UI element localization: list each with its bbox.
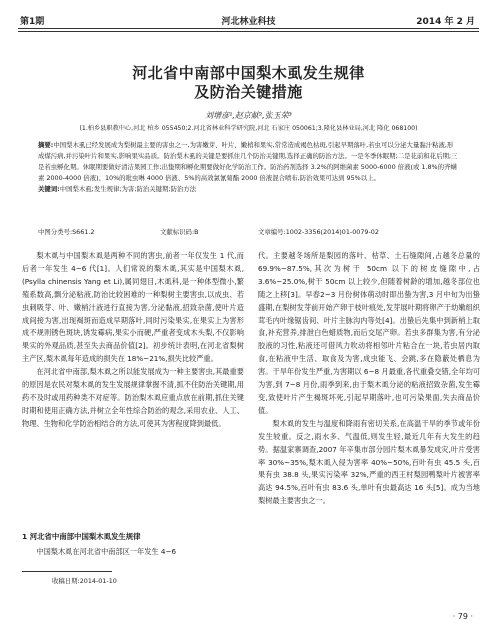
section-first-line: 中国梨木虱在河北省中南部区一年发生 4~6	[36, 547, 177, 556]
paragraph: 梨木虱与中国梨木虱是两种不同的害虫,前者一年仅发生 1 代,而后者一年发生 4~6 代[1]。人们常说的梨木虱,其实是中国梨木虱,(Psylla chinensis Yang et Li),属同翅目,木虱科,是一种体型微小,繁殖系数高,飘分泌粘液,防治比较困难的一种梨树主要害虫,以成虫、若虫刺吸芽、叶、嫩梢汁液进行直接为害,分泌黏液,招致杂菌,使叶片造成间接为害,出现褐斑而造成早期落叶,同时污染果实,在果实上为害形成不规则锈色斑块,诱发霉病,果实小而硬,严重者变成木头梨,不仅影响果实的外观品质,甚至失去商品价值[2]。初步统计表明,在河北省梨树主产区,梨木虱每年造成的损失在 18%~21%,损失比较严重。	[22, 251, 244, 364]
paragraph: 梨木虱的发生与温度和降雨有密切关系,在高温干旱的季节或年份发生较重。反之,雨水多、气温低,则发生轻,最近几年有大发生的趋势。据温家寨调查,2007 年辛集市部分园片梨木虱暴发成灾,叶片受害率 30%~35%,梨木虱入侵为害率 40%~50%,百叶有虫 45.5 头,百果有虫 38.8 头,果实污染率 32%,严重的西王村梨园鸭梨叶片被害率高达 94.5%,百叶有虫 83.6 头,单叶有虫最高达 16 头[5]。成为当地梨树最主要害虫之一。	[258, 418, 480, 506]
affiliations: (1.柏乡县职教中心,河北 柏乡 055450;2.河北省林业科学研究院,河北 石家庄 050061;3.隆化县林业局,河北 隆化 068100)	[79, 125, 418, 132]
received-date: 收稿日期:2014-01-10	[52, 577, 117, 585]
keywords: 中国梨木虱;发生规律;为害;防治关键期;防治方法	[59, 185, 197, 193]
running-header	[0, 0, 497, 30]
abstract-text: 中国梨木虱已经发展成为梨树最主要的害虫之一,为害嫩芽、叶片、嫩梢和果实,常常造成褐色枯斑,引起早期落叶,若虫可以分泌大量黏汁粘液,形成煤污病,并污染叶片和果实,影响果实品质。防治梨木虱的关键是要抓住几个防治关键期,选择正确的防治方法。一是冬季休眠期;二是花前和花后期;三是若虫孵化期。休眠期要做好清洁果园工作;出蛰期和孵化期要做好化学防治工作。防治药剂选择 3.2%的阿维菌素 5000-6000 倍液(或 1.8%的齐螨素 2000-4000 倍液)、10%的吡虫啉 4000 倍液、5%的高效氯氰菊酯 2000 倍液混合喷布,防治效果可达到 95%以上。	[38, 141, 458, 182]
article-title-line2: 及防治关键措施	[194, 83, 303, 101]
authors: 刘增彦¹,赵京献²,张玉荣³	[205, 111, 292, 120]
clc-number: 中图分类号:S661.2	[38, 228, 95, 236]
left-column	[22, 250, 244, 431]
page-number: · 79 ·	[452, 612, 473, 621]
header-rule	[18, 28, 479, 29]
footnote-rule	[22, 571, 112, 572]
issue-number: 第1期	[20, 17, 45, 27]
abstract-block	[38, 140, 458, 195]
article-title-line1: 河北省中南部中国梨木虱发生规律	[132, 64, 365, 82]
paragraph: 在河北省中南部,梨木虱之所以能发展成为一种主要害虫,其最重要的原因是农民对梨木虱的发生发展规律掌握不清,抓不住防治关键期,用药不及时或用药种类不对症等。防治梨木虱应重点放在前期,抓住关键时期和使用正确方法,并树立全年性综合防治的观念,采用农业、人工、物理、生物和化学防治相结合的方法,可使其为害程度降到最低。	[22, 367, 244, 428]
document-code: 文献标识码:B	[160, 228, 199, 236]
section-heading: 1 河北省中南部中国梨木虱发生规律	[22, 532, 141, 541]
header-rule-thin	[18, 31, 479, 32]
article-number: 文章编号:1002-3356(2014)01-0079-02	[258, 228, 379, 236]
right-column	[258, 250, 480, 508]
keywords-label: 关键词:	[38, 185, 60, 193]
paragraph: 代。主要越冬场所是梨园的落叶、枯草、土石缝隙间,占越冬总量的 69.9%~87.5%,其次为树干 50cm 以下的树皮缝隙中,占 3.6%~25.0%,树干 50cm 以上较少,但随着树龄的增加,越冬部位也随之上移[3]。早春2~3 月份树体萌动时即出蛰为害,3 月中旬为出蛰盛期,在梨树发芽前开始产卵于枝叶痕处,发芽展叶期将卵产于幼嫩组织茸毛内叶缘锯齿间、叶片主脉沟内等处[4]。出蛰后先集中到新梢上取食,补充营养,排泄白色蜡质物,而后交尾产卵。若虫多群集为害,有分泌胶液的习性,粘液还可借风力吹动将相邻叶片粘合在一块,若虫居内取食,在粘液中生活、取食及为害,成虫能飞、会跳,多在隐蔽处栖息为害。干旱年份发生严重,为害期以 6~8 月最重,各代重叠交错,全年均可为害,到 7~8 月份,雨季到来,由于梨木虱分泌的粘液招致杂菌,发生霉变,致使叶片产生褐斑坏死,引起早期落叶,也可污染果面,失去商品价值。	[258, 251, 480, 415]
journal-name: 河北林业科技	[221, 17, 276, 27]
issue-date: 2014 年 2 月	[416, 17, 475, 27]
abstract-label: 摘要:	[38, 141, 54, 149]
